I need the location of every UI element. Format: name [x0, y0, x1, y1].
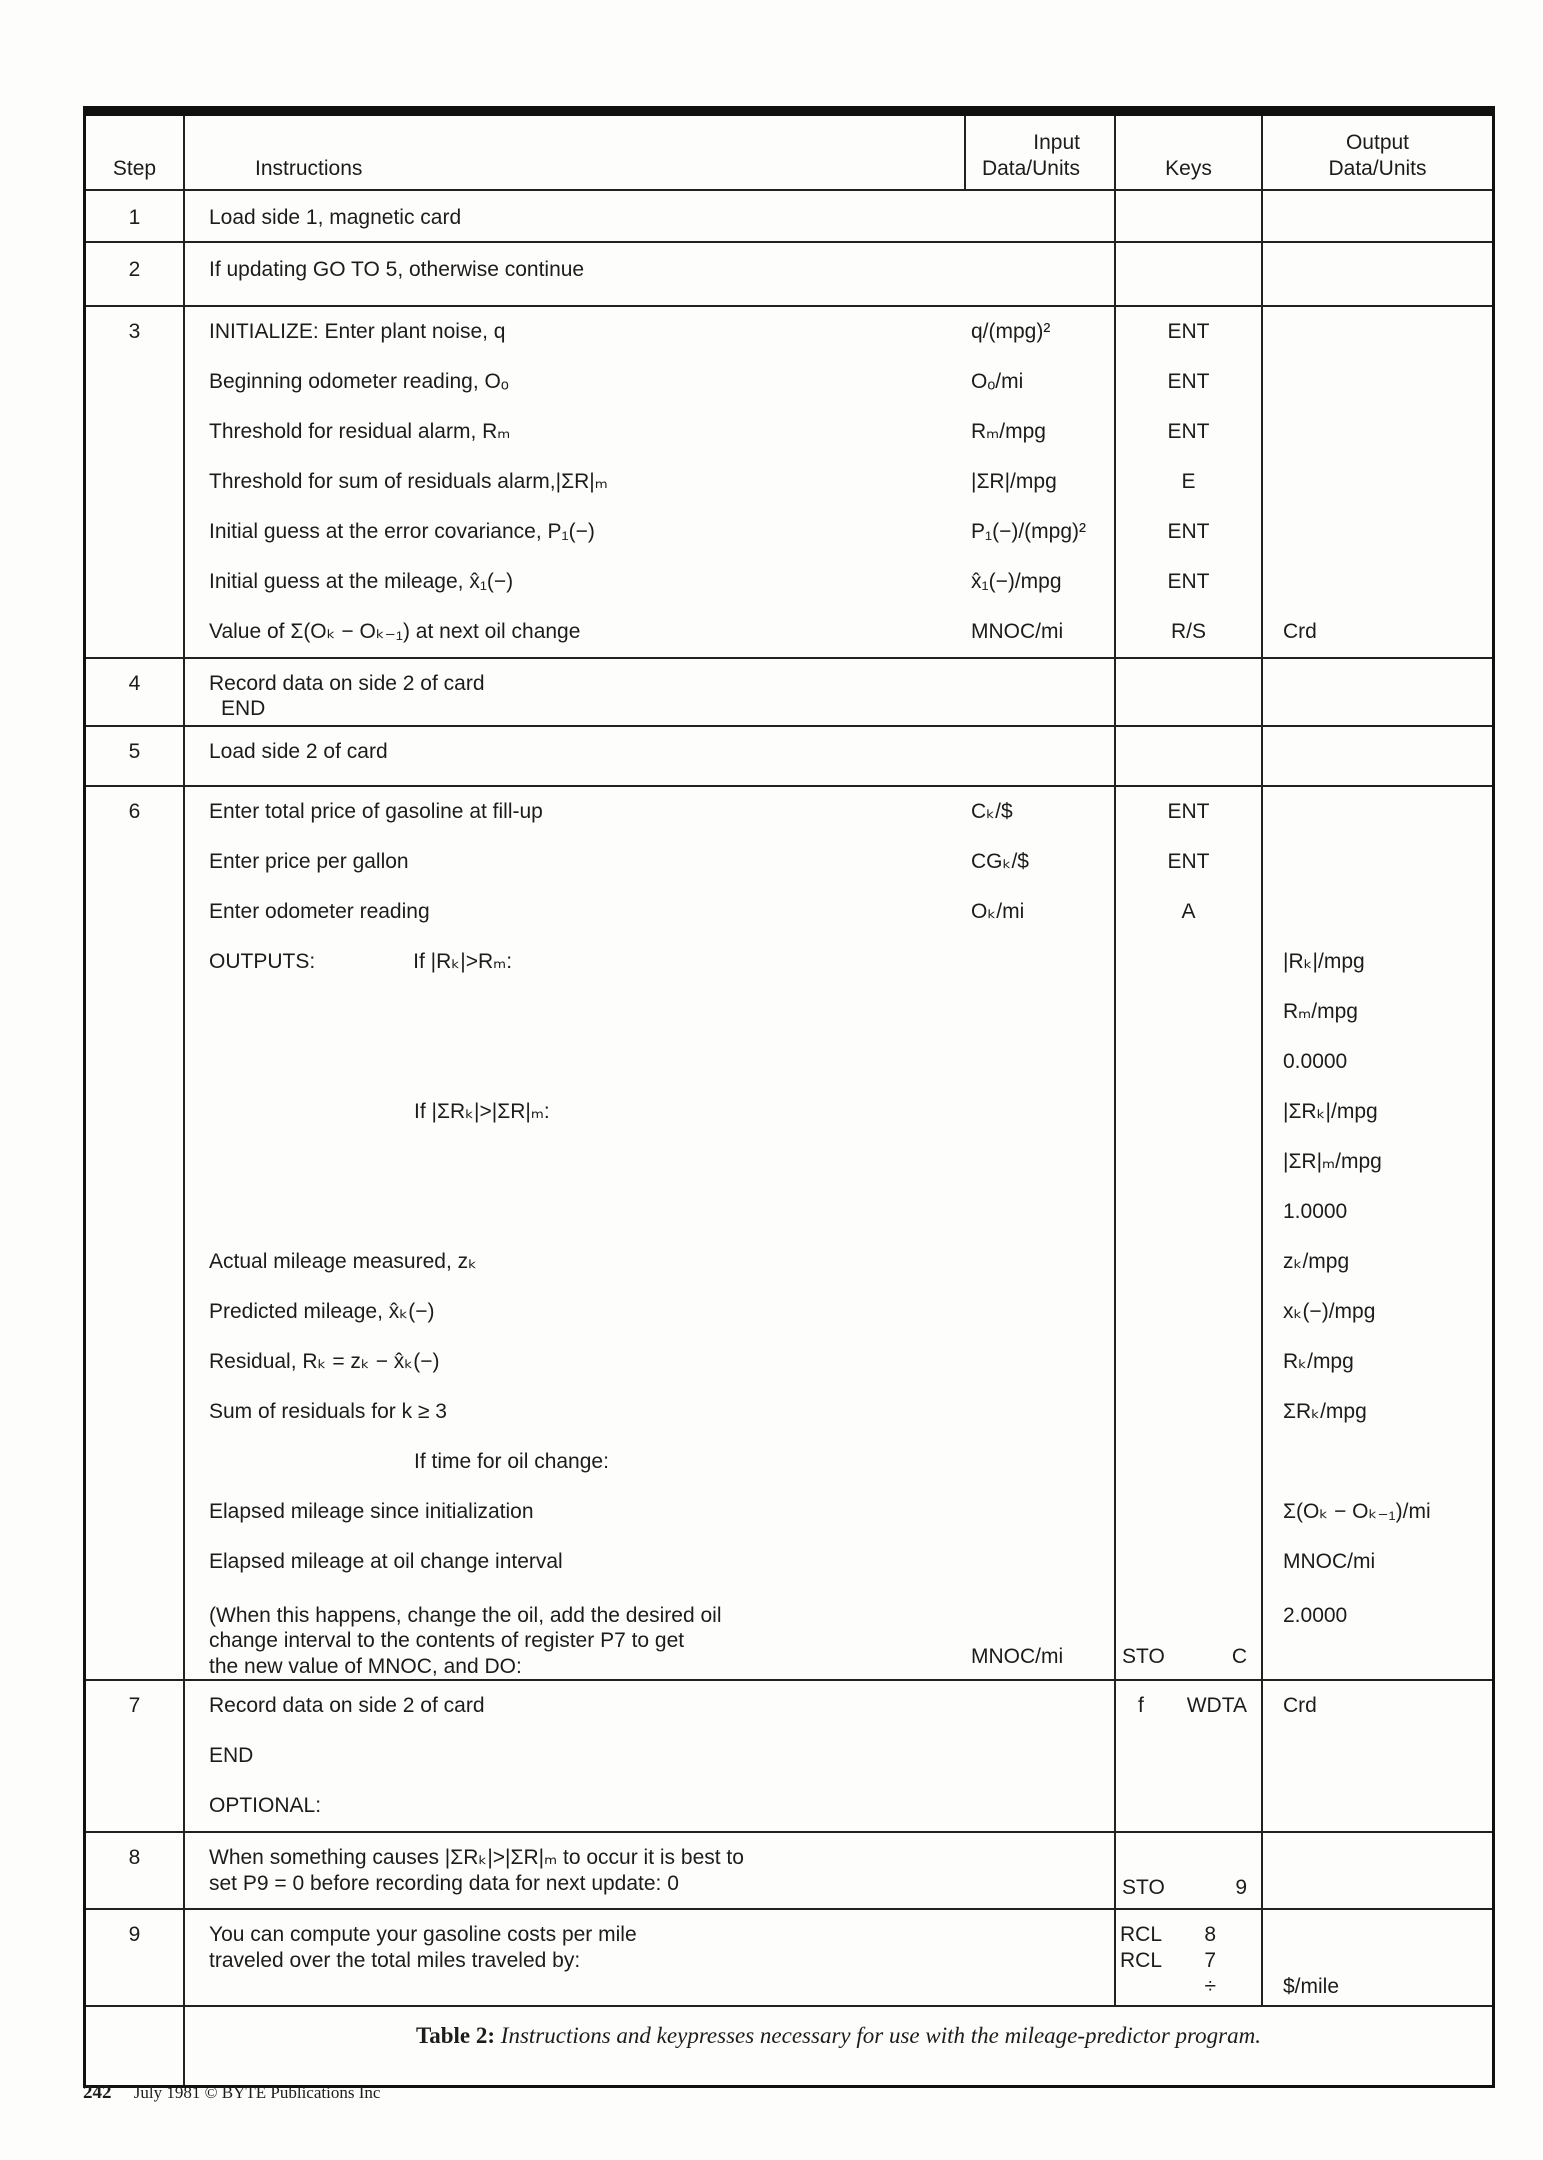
- output-units: Rₘ/mpg: [1283, 999, 1358, 1023]
- key-sequence: STO 9: [1122, 1875, 1247, 1899]
- table-row: [86, 1287, 1492, 1337]
- key-sequence: STO C: [1122, 1644, 1247, 1668]
- output-units: 2.0000: [1283, 1603, 1348, 1627]
- page-number: 242: [83, 2082, 112, 2103]
- step-number: 2: [128, 257, 141, 281]
- key-press: E: [1181, 469, 1196, 493]
- instruction-text: Predicted mileage, x̂ₖ(−): [209, 1299, 435, 1323]
- input-units: |ΣR|/mpg: [971, 469, 1057, 493]
- table-row: [86, 726, 1492, 786]
- table-row: [86, 1909, 1492, 2006]
- key-press: ENT: [1167, 569, 1210, 593]
- instruction-text: (When this happens, change the oil, add the desired oil change interval to the contents of register P7 to get the new value of MNOC, and DO:: [209, 1603, 722, 1678]
- condition-text: If time for oil change:: [414, 1449, 609, 1473]
- step-number: 1: [128, 205, 141, 229]
- table-row: [86, 190, 1492, 242]
- key-sequence: RCL 8 RCL 7 ÷: [1120, 1923, 1216, 1998]
- instruction-text: You can compute your gasoline costs per mile traveled over the total miles traveled by:: [209, 1923, 637, 1972]
- table-row: [86, 1037, 1492, 1087]
- output-units: 0.0000: [1283, 1049, 1348, 1073]
- step-number: 4: [128, 671, 141, 695]
- table-row: [86, 1832, 1492, 1909]
- instruction-text: Initial guess at the mileage, x̂₁(−): [209, 569, 514, 593]
- instruction-text: Load side 2 of card: [209, 739, 388, 763]
- step-number: 8: [128, 1846, 141, 1870]
- key-sequence: f WDTA: [1138, 1694, 1247, 1718]
- table-row: [86, 1537, 1492, 1587]
- table-row: [86, 786, 1492, 837]
- key-press: ENT: [1167, 519, 1210, 543]
- output-units: 1.0000: [1283, 1199, 1348, 1223]
- instruction-text: INITIALIZE: Enter plant noise, q: [209, 319, 506, 343]
- output-units: ΣRₖ/mpg: [1283, 1399, 1367, 1423]
- header-instructions: Instructions: [184, 116, 965, 190]
- outputs-label: OUTPUTS:: [209, 949, 316, 973]
- table-row: [86, 1487, 1492, 1537]
- table-row: [86, 357, 1492, 407]
- output-units: zₖ/mpg: [1283, 1249, 1350, 1273]
- output-units: MNOC/mi: [1283, 1549, 1376, 1573]
- instruction-text: Record data on side 2 of card END: [209, 659, 965, 722]
- output-units: |ΣR|ₘ/mpg: [1283, 1149, 1382, 1173]
- step-number: 3: [128, 319, 141, 343]
- output-units: |ΣRₖ|/mpg: [1283, 1099, 1378, 1123]
- table-row: [86, 242, 1492, 306]
- input-units: MNOC/mi: [971, 619, 1064, 643]
- instruction-text: Value of Σ(Oₖ − Oₖ₋₁) at next oil change: [209, 619, 581, 643]
- table-header-row: [86, 116, 1492, 190]
- table-row: [86, 557, 1492, 607]
- instruction-text: Elapsed mileage since initialization: [209, 1499, 534, 1523]
- key-press: ENT: [1167, 849, 1210, 873]
- end-label: END: [209, 1744, 254, 1768]
- output-units: xₖ(−)/mpg: [1283, 1299, 1376, 1323]
- instruction-text: Enter odometer reading: [209, 899, 430, 923]
- instruction-text: Beginning odometer reading, Oₒ: [209, 369, 509, 393]
- input-units: P₁(−)/(mpg)²: [971, 519, 1087, 543]
- output-units: Rₖ/mpg: [1283, 1349, 1354, 1373]
- output-units: $/mile: [1283, 1974, 1340, 1998]
- step-number: 7: [128, 1694, 141, 1718]
- input-units: MNOC/mi: [971, 1644, 1064, 1668]
- key-press: R/S: [1170, 619, 1206, 643]
- table-row: [86, 457, 1492, 507]
- table-row: [86, 658, 1492, 726]
- instruction-text: Threshold for residual alarm, Rₘ: [209, 419, 511, 443]
- table-row: [86, 507, 1492, 557]
- key-press: ENT: [1167, 419, 1210, 443]
- end-label: END: [221, 697, 266, 721]
- header-input: Input Data/Units: [965, 116, 1115, 190]
- output-units: Crd: [1283, 619, 1317, 643]
- table-row: [86, 1387, 1492, 1437]
- table-row: [86, 1680, 1492, 1731]
- page-footer: [83, 2082, 380, 2104]
- step-number: 6: [128, 799, 141, 823]
- caption-row: [86, 2006, 1492, 2085]
- step-number: 9: [128, 1923, 141, 1947]
- table-row: [86, 1087, 1492, 1137]
- table-row: [86, 1587, 1492, 1681]
- instruction-text: Initial guess at the error covariance, P₁(−): [209, 519, 595, 543]
- header-output: Output Data/Units: [1262, 116, 1492, 190]
- key-press: A: [1181, 899, 1196, 923]
- table-row: [86, 1187, 1492, 1237]
- instruction-text: Residual, Rₖ = zₖ − x̂ₖ(−): [209, 1349, 440, 1373]
- table-row: [86, 407, 1492, 457]
- table-row: [86, 1337, 1492, 1387]
- table-row: [86, 1731, 1492, 1781]
- instruction-text: Threshold for sum of residuals alarm,|ΣR|ₘ: [209, 469, 608, 493]
- table-row: [86, 937, 1492, 987]
- key-press: ENT: [1167, 799, 1210, 823]
- output-units: |Rₖ|/mpg: [1283, 949, 1365, 973]
- table-row: [86, 1137, 1492, 1187]
- instruction-text: If updating GO TO 5, otherwise continue: [209, 257, 585, 281]
- header-keys: Keys: [1115, 116, 1262, 190]
- optional-label: OPTIONAL:: [209, 1794, 322, 1818]
- key-press: ENT: [1167, 369, 1210, 393]
- instruction-text: Record data on side 2 of card: [209, 1694, 485, 1718]
- input-units: CGₖ/$: [971, 849, 1029, 873]
- table-row: [86, 1437, 1492, 1487]
- instruction-text: Enter price per gallon: [209, 849, 409, 873]
- condition-text: If |Rₖ|>Rₘ:: [413, 949, 513, 973]
- table-row: [86, 837, 1492, 887]
- input-units: Oₒ/mi: [971, 369, 1024, 393]
- outputs-row: [209, 937, 965, 975]
- output-units: Crd: [1283, 1694, 1317, 1718]
- instruction-text: When something causes |ΣRₖ|>|ΣR|ₘ to occur it is best to set P9 = 0 before recording data for next update: 0: [209, 1846, 744, 1895]
- header-step: Step: [86, 116, 184, 190]
- footer-text: July 1981 © BYTE Publications Inc: [133, 2083, 381, 2102]
- input-units: Cₖ/$: [971, 799, 1013, 823]
- table-row: [86, 1781, 1492, 1832]
- table-row: [86, 306, 1492, 357]
- output-units: Σ(Oₖ − Oₖ₋₁)/mi: [1283, 1499, 1431, 1523]
- table-row: [86, 987, 1492, 1037]
- input-units: Oₖ/mi: [971, 899, 1025, 923]
- instruction-text: Elapsed mileage at oil change interval: [209, 1549, 563, 1573]
- table-caption: Table 2: Instructions and keypresses necessary for use with the mileage-predictor program.: [416, 2023, 1261, 2049]
- instructions-table: [83, 106, 1495, 2088]
- table-row: [86, 1237, 1492, 1287]
- table-row: [86, 607, 1492, 658]
- key-press: ENT: [1167, 319, 1210, 343]
- input-units: q/(mpg)²: [971, 319, 1051, 343]
- instruction-text: Sum of residuals for k ≥ 3: [209, 1399, 447, 1423]
- input-units: Rₘ/mpg: [971, 419, 1046, 443]
- table-row: [86, 887, 1492, 937]
- step-number: 5: [128, 739, 141, 763]
- condition-text: If |ΣRₖ|>|ΣR|ₘ:: [414, 1099, 550, 1123]
- instruction-text: Enter total price of gasoline at fill-up: [209, 799, 543, 823]
- instruction-text: Actual mileage measured, zₖ: [209, 1249, 478, 1273]
- instruction-text: Load side 1, magnetic card: [209, 205, 462, 229]
- input-units: x̂₁(−)/mpg: [971, 569, 1062, 593]
